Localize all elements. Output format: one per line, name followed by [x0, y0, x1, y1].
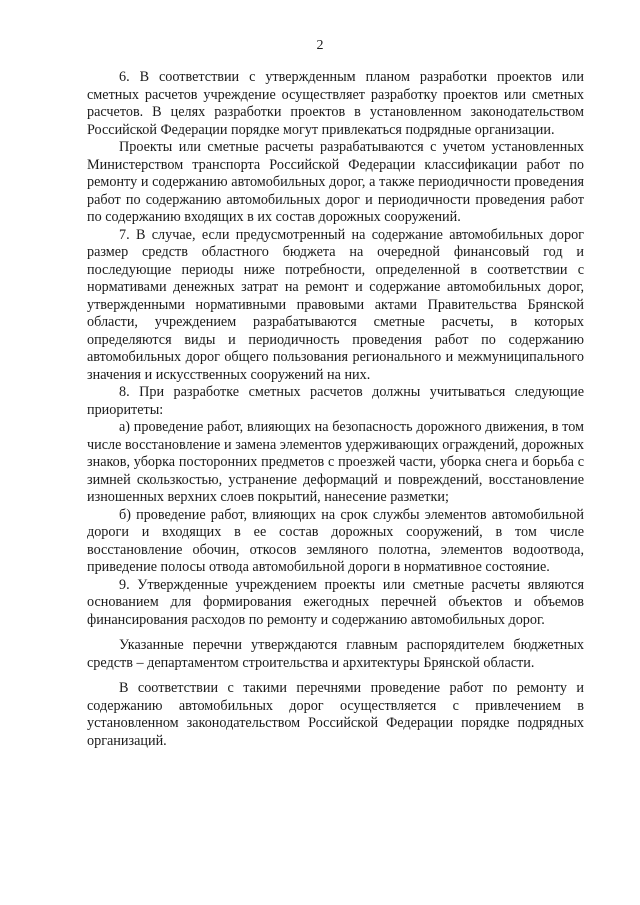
page-number: 2 [316, 38, 324, 53]
paragraph-item-6: 6. В соответствии с утвержденным планом разработки проектов или сметных расчетов учреждение осуществляет разработку проектов или сметных расчетов. В целях разработки проектов в установленном законодательством Российской Федерации порядке могут привлекаться подрядные организации. [87, 69, 584, 138]
document-body [87, 69, 584, 750]
paragraph-item-8: 8. При разработке сметных расчетов должны учитываться следующие приоритеты: [87, 384, 584, 418]
paragraph-item-8a: а) проведение работ, влияющих на безопасность дорожного движения, в том числе восстановление и замена элементов удерживающих ограждений, дорожных знаков, уборка посторонних предметов с проезжей части, уборка снега и борьба с зимней скользкостью, устранение деформаций и повреждений, восстановление изношенных верхних слоев покрытий, нанесение разметки; [87, 419, 584, 505]
paragraph-projects-classification: Проекты или сметные расчеты разрабатываются с учетом установленных Министерством транспорта Российской Федерации классификации работ по ремонту и содержанию автомобильных дорог, а также периодичности проведения работ по содержанию автомобильных дорог и периодичности проведения работ по содержанию входящих в их состав дорожных сооружений. [87, 139, 584, 225]
paragraph-item-8b: б) проведение работ, влияющих на срок службы элементов автомобильной дороги и входящих в ее состав дорожных сооружений, в том числе восстановление обочин, откосов земляного полотна, элементов водоотвода, приведение полосы отвода автомобильной дороги в нормативное состояние. [87, 506, 584, 575]
paragraph-lists-approval: Указанные перечни утверждаются главным распорядителем бюджетных средств – департаментом строительства и архитектуры Брянской области. [87, 637, 584, 671]
paragraph-contractors: В соответствии с такими перечнями проведение работ по ремонту и содержанию автомобильных дорог осуществляется с привлечением в установленном законодательством Российской Федерации порядке подрядных организаций. [87, 680, 584, 749]
paragraph-item-7: 7. В случае, если предусмотренный на содержание автомобильных дорог размер средств областного бюджета на очередной финансовый год и последующие периоды ниже потребности, определенной в соответствии с нормативами денежных затрат на ремонт и содержание автомобильных дорог, утвержденными нормативными правовыми актами Правительства Брянской области, учреждением разрабатываются сметные расчеты, в которых определяются виды и периодичность проведения работ по содержанию автомобильных дорог общего пользования регионального и межмуниципального значения и искусственных сооружений на них. [87, 226, 584, 383]
paragraph-item-9: 9. Утвержденные учреждением проекты или сметные расчеты являются основанием для формирования ежегодных перечней объектов и объемов финансирования расходов по ремонту и содержанию автомобильных дорог. [87, 576, 584, 628]
